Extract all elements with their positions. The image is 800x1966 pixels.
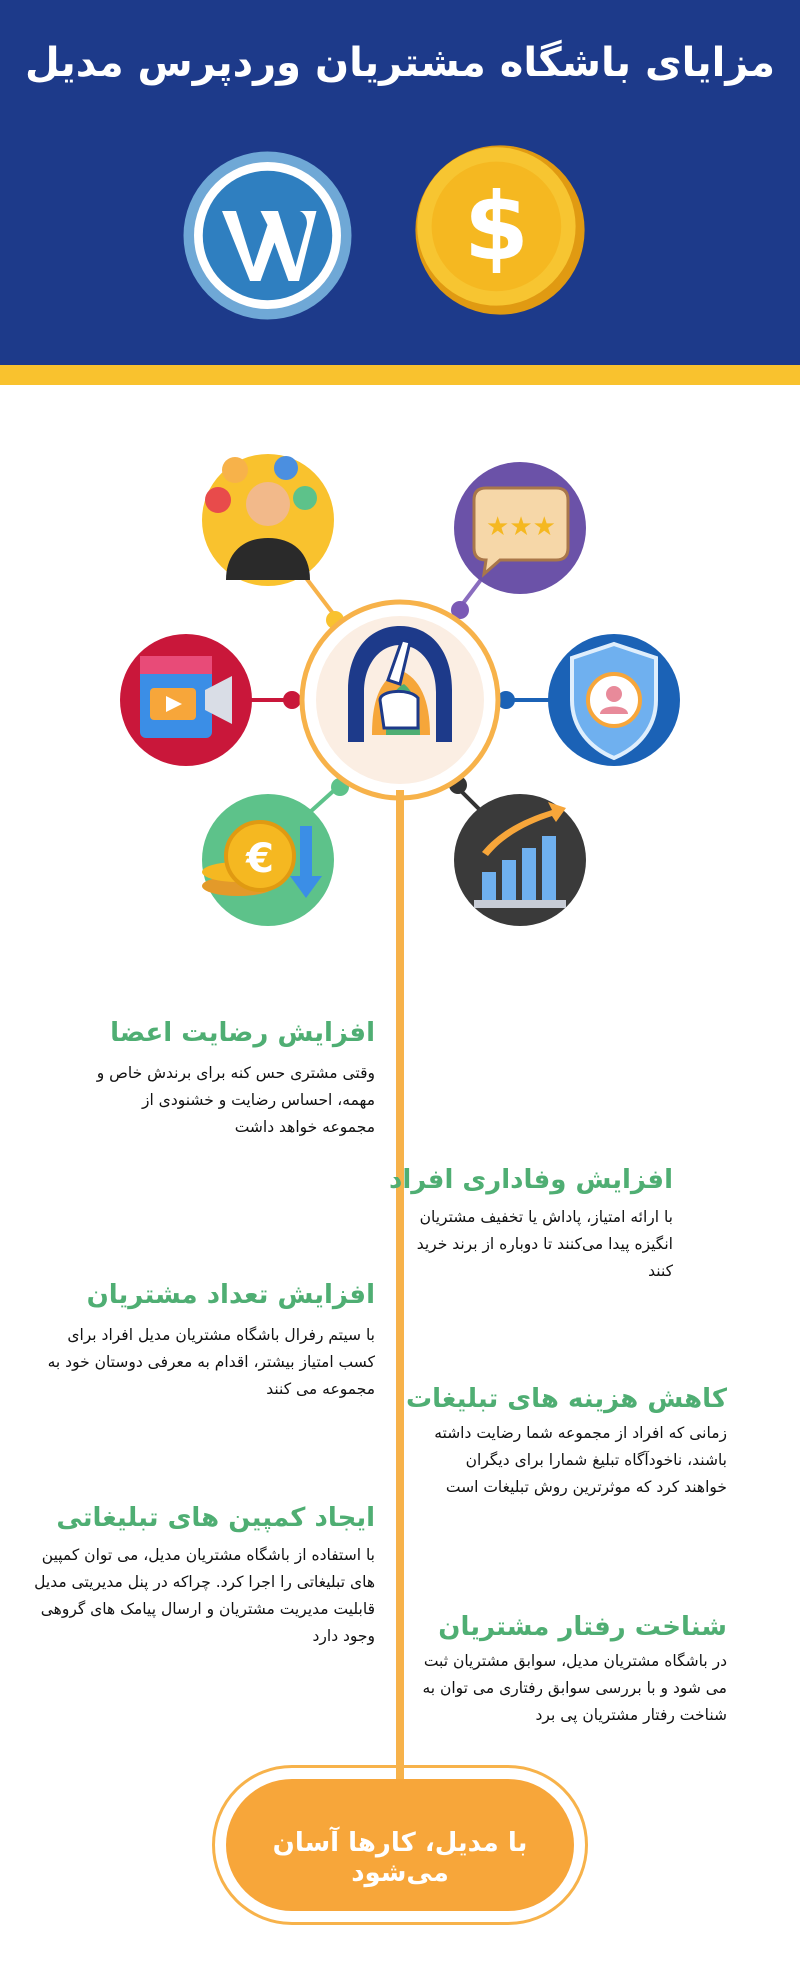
dollar-coin-icon bbox=[410, 140, 590, 320]
step-title: افزایش تعداد مشتریان bbox=[86, 1280, 375, 1310]
step-text: با ارائه امتیاز، پاداش یا تخفیف مشتریان انگیزه پیدا می‌کنند تا دوباره از برند خرید کنند bbox=[416, 1208, 673, 1280]
step-title: افزایش وفاداری افراد bbox=[388, 1165, 673, 1195]
svg-text:$: $ bbox=[463, 172, 529, 282]
step-text: در باشگاه مشتریان مدیل، سوابق مشتریان ثبت می شود و با بررسی سوابق رفتاری می توان به شناخت رفتار مشتریان پی برد bbox=[422, 1652, 727, 1724]
svg-text:€: € bbox=[246, 836, 274, 882]
wordpress-logo-icon bbox=[180, 148, 355, 323]
header-banner bbox=[0, 0, 800, 365]
step-title: کاهش هزینه های تبلیغات bbox=[406, 1384, 727, 1414]
step-title: افزایش رضایت اعضا bbox=[110, 1018, 375, 1048]
step-title: شناخت رفتار مشتریان bbox=[438, 1612, 727, 1642]
step-text: با سیتم رفرال باشگاه مشتریان مدیل افراد برای کسب امتیاز بیشتر، اقدام به معرفی دوستان خود به مجموعه می کنند bbox=[47, 1326, 375, 1398]
step-text: زمانی که افراد از مجموعه شما رضایت داشته باشند، ناخودآگاه تبلیغ شمارا برای دیگران خواهند کرد که موثرترین روش تبلیغات است bbox=[434, 1424, 727, 1496]
svg-text:★★★: ★★★ bbox=[486, 512, 556, 542]
page-title: مزایای باشگاه مشتریان وردپرس مدیل bbox=[25, 40, 775, 86]
header-stripe bbox=[0, 365, 800, 385]
timeline-spine bbox=[396, 790, 404, 1790]
step-title: ایجاد کمپین های تبلیغاتی bbox=[56, 1503, 375, 1533]
step-text: با استفاده از باشگاه مشتریان مدیل، می توان کمپین های تبلیغاتی را اجرا کرد. چراکه در پنل مدیریتی مدیل قابلیت مدیریت مشتریان و ارسال پیامک های گروهی وجود دارد bbox=[34, 1546, 375, 1645]
cta-text: با مدیل، کارها آسان می‌شود bbox=[272, 1828, 528, 1888]
step-text: وقتی مشتری حس کنه برای برندش خاص و مهمه، احساس رضایت و خشنودی از مجموعه خواهد داشت bbox=[96, 1064, 375, 1136]
